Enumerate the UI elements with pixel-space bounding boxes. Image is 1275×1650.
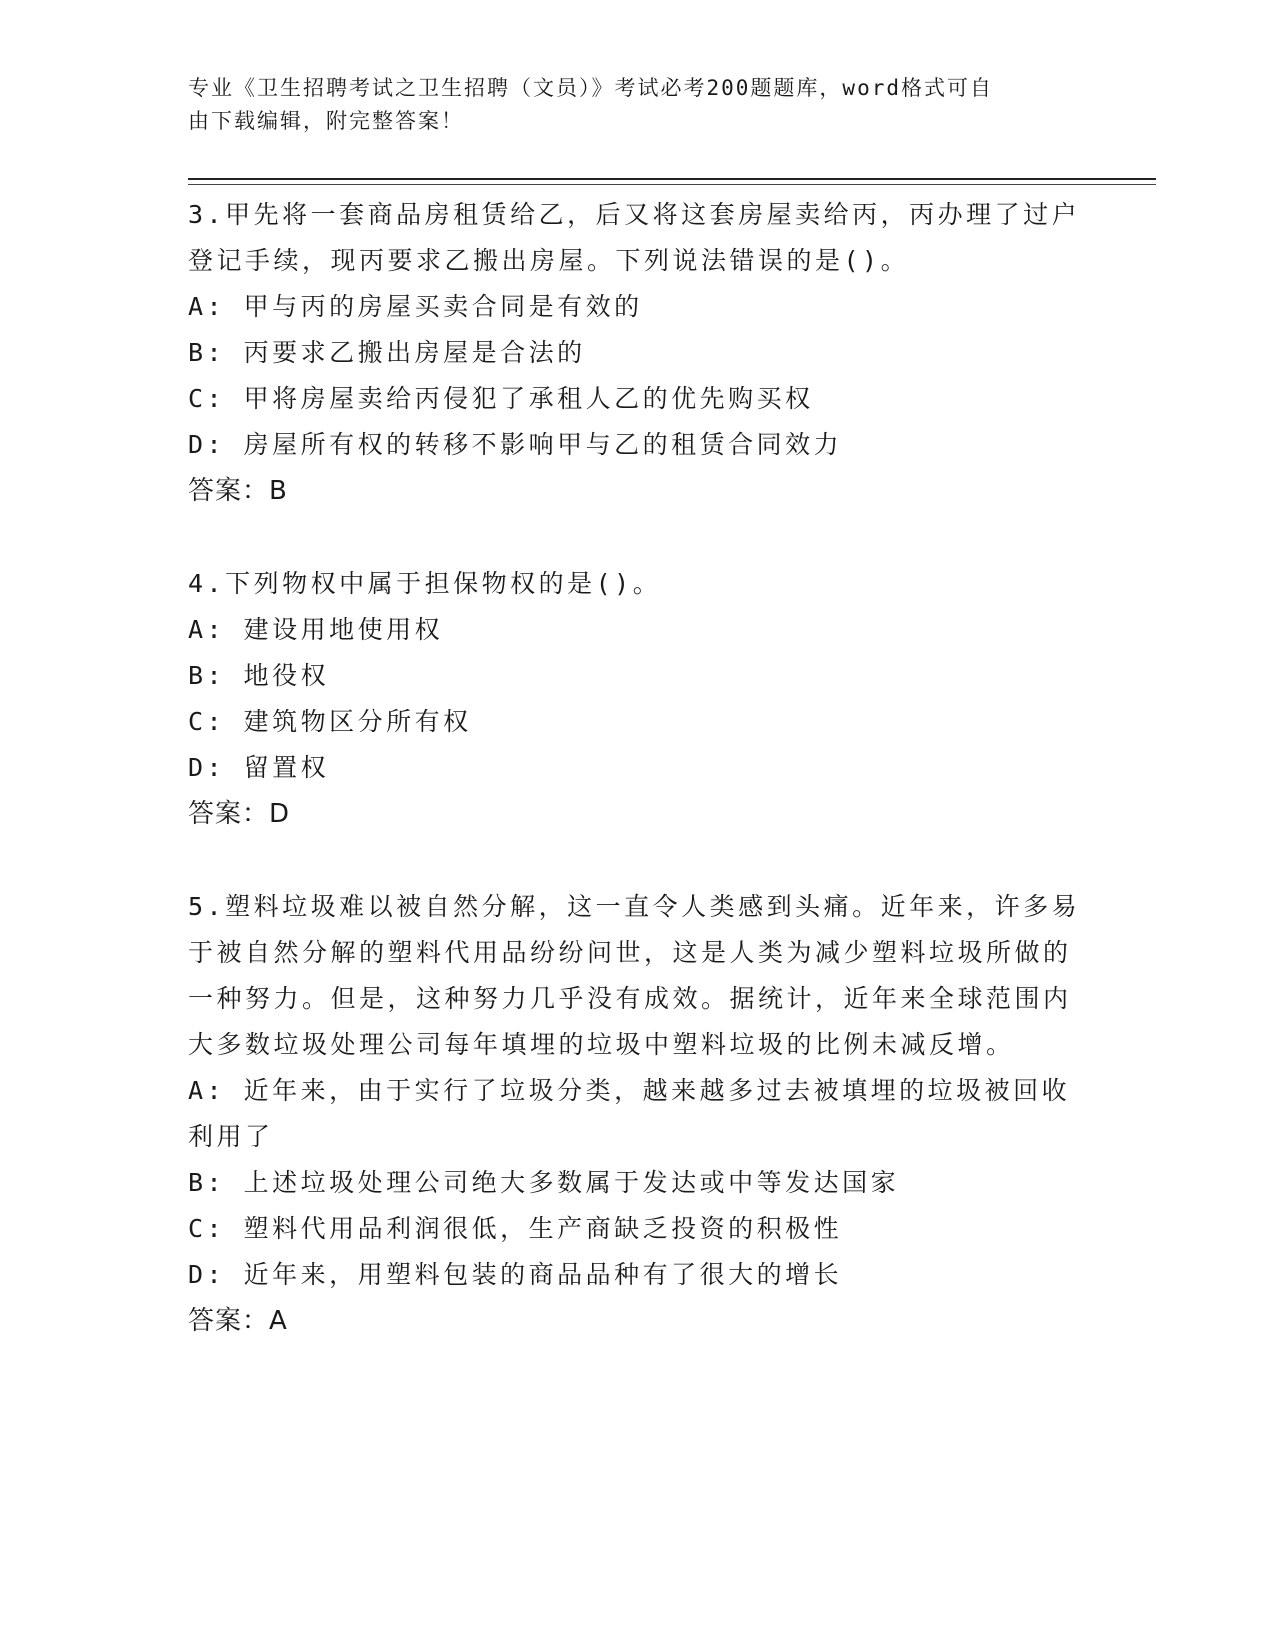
answer-label: 答案：B <box>188 476 288 506</box>
option-b: B: 地役权 <box>188 661 330 690</box>
option-c: C: 建筑物区分所有权 <box>188 707 472 736</box>
option-a: A: 建设用地使用权 <box>188 615 444 644</box>
question-list <box>188 192 1088 1344</box>
option-c: C: 塑料代用品利润很低，生产商缺乏投资的积极性 <box>188 1214 843 1243</box>
header-line-1: 专业《卫生招聘考试之卫生招聘（文员）》考试必考200题题库，word格式可自 <box>188 76 993 100</box>
question-stem: 4.下列物权中属于担保物权的是()。 <box>188 569 662 598</box>
option-d: D: 房屋所有权的转移不影响甲与乙的租赁合同效力 <box>188 430 843 459</box>
question-4 <box>188 561 1088 837</box>
option-c: C: 甲将房屋卖给丙侵犯了承租人乙的优先购买权 <box>188 384 814 413</box>
header-line-2: 由下载编辑，附完整答案！ <box>188 109 464 133</box>
option-b: B: 丙要求乙搬出房屋是合法的 <box>188 338 586 367</box>
question-stem: 5.塑料垃圾难以被自然分解，这一直令人类感到头痛。近年来，许多易于被自然分解的塑料代用品纷纷问世，这是人类为减少塑料垃圾所做的一种努力。但是，这种努力几乎没有成效。据统计，近年来全球范围内大多数垃圾处理公司每年填埋的垃圾中塑料垃圾的比例未减反增。 <box>188 892 1081 1059</box>
document-header <box>188 72 1088 138</box>
question-5 <box>188 884 1088 1344</box>
answer-label: 答案：A <box>188 1306 288 1336</box>
option-d: D: 留置权 <box>188 753 330 782</box>
option-a: A: 近年来，由于实行了垃圾分类，越来越多过去被填埋的垃圾被回收利用了 <box>188 1076 1071 1151</box>
header-divider-thin <box>188 184 1156 185</box>
option-b: B: 上述垃圾处理公司绝大多数属于发达或中等发达国家 <box>188 1168 900 1197</box>
option-d: D: 近年来，用塑料包装的商品品种有了很大的增长 <box>188 1260 843 1289</box>
answer-label: 答案：D <box>188 799 291 829</box>
option-a: A: 甲与丙的房屋买卖合同是有效的 <box>188 292 643 321</box>
question-3 <box>188 192 1088 514</box>
header-divider-thick <box>188 178 1156 180</box>
question-stem: 3.甲先将一套商品房租赁给乙，后又将这套房屋卖给丙，丙办理了过户登记手续，现丙要求乙搬出房屋。下列说法错误的是()。 <box>188 200 1081 275</box>
